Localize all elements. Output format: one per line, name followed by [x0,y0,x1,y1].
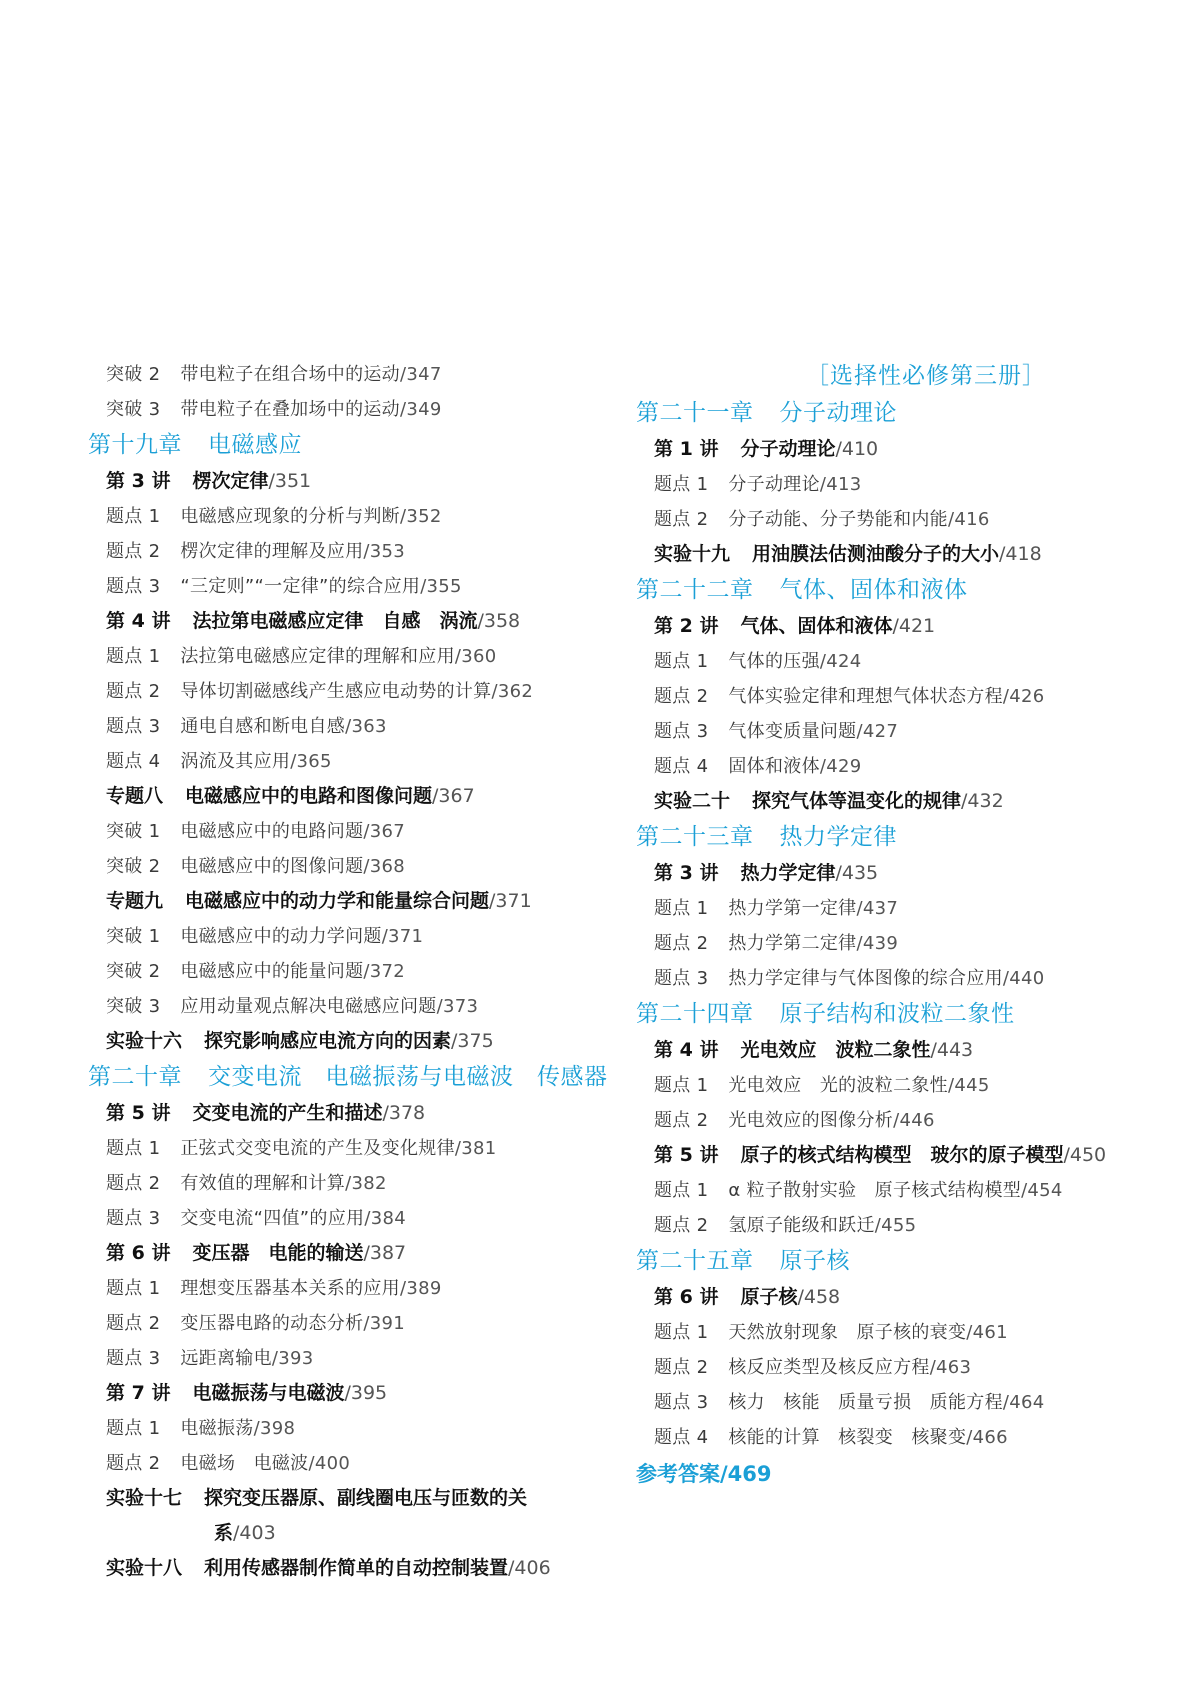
topic-entry[interactable] [88,1446,608,1481]
topic-title: 远距离输电 [180,1348,272,1369]
lesson-entry[interactable] [636,1280,1176,1315]
page-number: /403 [233,1522,276,1544]
topic-title: 正弦式交变电流的产生及变化规律 [180,1138,455,1159]
page-number: /435 [835,862,879,884]
page-number: /367 [363,821,405,842]
topic-label: 题点 1 [106,1278,161,1299]
topic-label: 题点 1 [654,1322,709,1343]
page-number: /437 [856,898,899,919]
topic-title: 分子动理论 [728,474,820,495]
topic-entry[interactable] [88,1411,608,1446]
topic-entry[interactable] [88,814,608,849]
chapter-title: 原子核 [779,1248,850,1274]
chapter-label: 第二十章 [88,1064,182,1090]
volume-heading: ［选择性必修第三册］ [806,363,1046,389]
topic-title: 热力学第一定律 [728,898,857,919]
topic-entry[interactable] [636,1068,1176,1103]
lesson-entry[interactable] [88,464,608,499]
lesson-entry[interactable] [88,779,608,814]
lesson-label: 实验十九 [654,543,731,565]
page-number: /429 [819,756,862,777]
lesson-label: 实验十六 [106,1030,183,1052]
topic-entry[interactable] [88,392,608,427]
topic-title: 光电效应 光的波粒二象性 [728,1075,948,1096]
page-number: /391 [363,1313,405,1334]
topic-entry[interactable] [636,1350,1176,1385]
topic-label: 突破 3 [106,399,161,420]
lesson-entry-continuation [88,1516,608,1551]
topic-entry[interactable] [88,954,608,989]
answer-key-link[interactable] [636,1455,1176,1493]
topic-title: 固体和液体 [728,756,820,777]
lesson-entry[interactable] [636,432,1176,467]
topic-title: 天然放射现象 原子核的衰变 [728,1322,967,1343]
lesson-entry[interactable] [88,1551,608,1586]
lesson-title: 原子的核式结构模型 玻尔的原子模型 [740,1144,1064,1166]
chapter-title: 交变电流 电磁振荡与电磁波 传感器 [208,1064,608,1090]
lesson-label: 第 6 讲 [106,1242,171,1264]
lesson-title: 楞次定律 [192,470,269,492]
lesson-title: 电磁感应中的动力学和能量综合问题 [185,890,490,912]
page-number: /384 [364,1208,406,1229]
page-number: /464 [1002,1392,1045,1413]
lesson-label: 实验十八 [106,1557,183,1579]
lesson-title: 法拉第电磁感应定律 自感 涡流 [192,610,478,632]
topic-title: 带电粒子在组合场中的运动 [180,364,400,385]
topic-entry[interactable] [88,499,608,534]
lesson-title: 用油膜法估测油酸分子的大小 [752,543,1000,565]
lesson-title: 利用传感器制作简单的自动控制装置 [204,1557,509,1579]
page-number: /362 [491,681,534,702]
topic-entry[interactable] [636,1173,1176,1208]
lesson-title: 交变电流的产生和描述 [192,1102,383,1124]
topic-title: 导体切割磁感线产生感应电动势的计算 [180,681,492,702]
answer-title: 参考答案 [636,1462,720,1486]
page-number: /395 [344,1382,388,1404]
lesson-label: 第 3 讲 [654,862,719,884]
topic-entry[interactable] [636,749,1176,784]
topic-title: 交变电流“四值”的应用 [180,1208,365,1229]
topic-entry[interactable] [88,1201,608,1236]
topic-entry[interactable] [636,891,1176,926]
page-number: /393 [271,1348,314,1369]
page-number: /450 [1063,1144,1107,1166]
topic-entry[interactable] [636,1208,1176,1243]
topic-entry[interactable] [636,1103,1176,1138]
topic-label: 题点 1 [106,646,161,667]
page-number: /466 [966,1427,1008,1448]
topic-title: 电磁感应中的动力学问题 [180,926,382,947]
page-number: /418 [999,543,1042,565]
page-number: /440 [1002,968,1045,989]
page-number: /469 [720,1462,772,1486]
topic-label: 题点 4 [654,1427,709,1448]
topic-entry[interactable] [636,961,1176,996]
chapter-heading[interactable] [88,427,608,464]
chapter-label: 第二十三章 [636,824,754,850]
topic-label: 题点 2 [106,1173,161,1194]
topic-title: 理想变压器基本关系的应用 [180,1278,400,1299]
topic-entry[interactable] [88,849,608,884]
topic-title: 楞次定律的理解及应用 [180,541,364,562]
lesson-label: 专题九 [106,890,164,912]
page-number: /432 [961,790,1004,812]
topic-label: 突破 3 [106,996,161,1017]
lesson-entry[interactable] [88,1096,608,1131]
page-number: /371 [381,926,424,947]
topic-label: 题点 3 [654,968,709,989]
topic-title: 电磁感应现象的分析与判断 [180,506,400,527]
topic-title: 气体的压强 [728,651,820,672]
lesson-label: 第 5 讲 [106,1102,171,1124]
chapter-heading[interactable] [636,395,1176,432]
topic-entry[interactable] [636,1315,1176,1350]
chapter-label: 第二十四章 [636,1001,754,1027]
lesson-label: 实验十七 [106,1487,183,1509]
page-number: /375 [451,1030,494,1052]
topic-entry[interactable] [88,744,608,779]
page-number: /445 [947,1075,990,1096]
topic-title: 核能的计算 核裂变 核聚变 [728,1427,967,1448]
toc-left-column [88,357,608,1586]
topic-label: 题点 3 [106,716,161,737]
lesson-label: 第 4 讲 [106,610,171,632]
topic-title: 气体实验定律和理想气体状态方程 [728,686,1003,707]
topic-entry[interactable] [636,714,1176,749]
chapter-label: 第十九章 [88,432,182,458]
page-number: /458 [797,1286,841,1308]
chapter-heading[interactable] [636,572,1176,609]
page-number: /371 [489,890,532,912]
lesson-entry[interactable] [88,884,608,919]
page-number: /443 [930,1039,974,1061]
topic-entry[interactable] [88,919,608,954]
page-number: /373 [436,996,479,1017]
topic-title: 电磁场 电磁波 [180,1453,309,1474]
page-number: /461 [966,1322,1008,1343]
lesson-label: 第 7 讲 [106,1382,171,1404]
lesson-label: 第 6 讲 [654,1286,719,1308]
topic-title: 带电粒子在叠加场中的运动 [180,399,400,420]
topic-label: 题点 1 [654,651,709,672]
page-number: /353 [363,541,405,562]
lesson-title: 探究变压器原、副线圈电压与匝数的关 [204,1487,528,1509]
lesson-label: 第 1 讲 [654,438,719,460]
page-number: /382 [345,1173,387,1194]
lesson-entry[interactable] [88,604,608,639]
topic-entry[interactable] [88,357,608,392]
page-number: /378 [382,1102,426,1124]
topic-label: 题点 1 [106,1138,161,1159]
lesson-label: 专题八 [106,785,164,807]
chapter-title: 分子动理论 [779,400,897,426]
page-number: /389 [399,1278,442,1299]
chapter-label: 第二十二章 [636,577,754,603]
topic-label: 题点 1 [106,1418,161,1439]
topic-title: 氢原子能级和跃迁 [728,1215,875,1236]
topic-entry[interactable] [88,989,608,1024]
lesson-label: 第 4 讲 [654,1039,719,1061]
topic-label: 题点 3 [654,721,709,742]
lesson-entry[interactable] [636,609,1176,644]
topic-title: 电磁感应中的图像问题 [180,856,364,877]
topic-label: 题点 2 [654,933,709,954]
lesson-label: 第 5 讲 [654,1144,719,1166]
lesson-title: 电磁振荡与电磁波 [192,1382,345,1404]
topic-label: 题点 1 [654,1180,709,1201]
page-number: /368 [363,856,405,877]
lesson-title-continued: 系 [214,1522,234,1544]
topic-title: α 粒子散射实验 原子核式结构模型 [728,1180,1022,1201]
chapter-title: 原子结构和波粒二象性 [779,1001,1015,1027]
lesson-label: 第 2 讲 [654,615,719,637]
topic-label: 突破 2 [106,364,161,385]
page-number: /426 [1002,686,1045,707]
topic-label: 题点 1 [654,1075,709,1096]
topic-title: 涡流及其应用 [180,751,291,772]
lesson-title: 光电效应 波粒二象性 [740,1039,931,1061]
page-number: /413 [819,474,862,495]
page-number: /427 [856,721,899,742]
topic-label: 题点 2 [106,1313,161,1334]
lesson-entry[interactable] [88,1236,608,1271]
topic-title: 热力学定律与气体图像的综合应用 [728,968,1003,989]
topic-title: 光电效应的图像分析 [728,1110,894,1131]
page-number: /400 [308,1453,351,1474]
topic-entry[interactable] [636,644,1176,679]
topic-entry[interactable] [88,639,608,674]
chapter-heading[interactable] [636,1243,1176,1280]
page-number: /463 [929,1357,972,1378]
topic-label: 题点 2 [654,1110,709,1131]
topic-entry[interactable] [636,1385,1176,1420]
topic-label: 题点 2 [106,541,161,562]
page-number: /387 [363,1242,407,1264]
chapter-title: 电磁感应 [208,432,302,458]
topic-label: 题点 2 [106,681,161,702]
topic-label: 题点 4 [106,751,161,772]
topic-entry[interactable] [88,674,608,709]
topic-label: 题点 3 [654,1392,709,1413]
lesson-entry[interactable] [636,1138,1176,1173]
topic-label: 突破 1 [106,926,161,947]
topic-entry[interactable] [88,709,608,744]
page-number: /347 [399,364,442,385]
toc-right-column [636,357,1176,1493]
topic-label: 题点 1 [654,898,709,919]
page-number: /381 [454,1138,497,1159]
topic-entry[interactable] [636,926,1176,961]
topic-label: 题点 4 [654,756,709,777]
page-number: /360 [454,646,497,667]
topic-entry[interactable] [88,569,608,604]
page-number: /454 [1021,1180,1063,1201]
topic-title: 应用动量观点解决电磁感应问题 [180,996,437,1017]
page-number: /358 [477,610,521,632]
chapter-title: 热力学定律 [779,824,897,850]
page-number: /363 [345,716,387,737]
topic-title: 电磁感应中的电路问题 [180,821,364,842]
page-number: /424 [819,651,862,672]
topic-label: 突破 1 [106,821,161,842]
lesson-entry[interactable] [636,1033,1176,1068]
lesson-entry[interactable] [88,1481,608,1516]
lesson-label: 第 3 讲 [106,470,171,492]
lesson-label: 实验二十 [654,790,731,812]
lesson-entry[interactable] [636,784,1176,819]
lesson-title: 变压器 电能的输送 [192,1242,364,1264]
topic-title: 气体变质量问题 [728,721,857,742]
topic-entry[interactable] [88,534,608,569]
lesson-entry[interactable] [636,856,1176,891]
topic-label: 突破 2 [106,856,161,877]
page-number: /416 [947,509,990,530]
lesson-title: 探究影响感应电流方向的因素 [204,1030,452,1052]
topic-title: 电磁感应中的能量问题 [180,961,364,982]
topic-entry[interactable] [88,1341,608,1376]
topic-label: 题点 2 [106,1453,161,1474]
topic-label: 题点 3 [106,1348,161,1369]
lesson-title: 探究气体等温变化的规律 [752,790,962,812]
topic-title: 电磁振荡 [180,1418,254,1439]
lesson-entry[interactable] [88,1376,608,1411]
topic-entry[interactable] [636,467,1176,502]
topic-title: 热力学第二定律 [728,933,857,954]
page-number: /351 [268,470,312,492]
topic-title: 核力 核能 质量亏损 质能方程 [728,1392,1003,1413]
topic-entry[interactable] [88,1166,608,1201]
page-number: /455 [874,1215,917,1236]
page-number: /439 [856,933,899,954]
chapter-heading[interactable] [636,819,1176,856]
topic-label: 题点 1 [654,474,709,495]
page-number: /398 [253,1418,296,1439]
chapter-label: 第二十一章 [636,400,754,426]
topic-entry[interactable] [636,1420,1176,1455]
page-number: /446 [893,1110,935,1131]
page-number: /367 [432,785,475,807]
lesson-title: 分子动理论 [740,438,836,460]
topic-label: 题点 3 [106,1208,161,1229]
page-number: /365 [290,751,332,772]
topic-title: 有效值的理解和计算 [180,1173,346,1194]
lesson-title: 原子核 [740,1286,798,1308]
topic-title: 分子动能、分子势能和内能 [728,509,948,530]
topic-title: 变压器电路的动态分析 [180,1313,364,1334]
topic-entry[interactable] [88,1131,608,1166]
topic-title: 法拉第电磁感应定律的理解和应用 [180,646,455,667]
lesson-entry[interactable] [636,537,1176,572]
chapter-label: 第二十五章 [636,1248,754,1274]
topic-title: “三定则”“一定律”的综合应用 [180,576,421,597]
page-number: /406 [508,1557,551,1579]
topic-label: 突破 2 [106,961,161,982]
topic-label: 题点 3 [106,576,161,597]
page-number: /352 [399,506,442,527]
topic-label: 题点 2 [654,1357,709,1378]
lesson-title: 电磁感应中的电路和图像问题 [185,785,433,807]
topic-label: 题点 2 [654,1215,709,1236]
topic-entry[interactable] [88,1306,608,1341]
page-number: /349 [399,399,442,420]
topic-title: 核反应类型及核反应方程 [728,1357,930,1378]
topic-title: 通电自感和断电自感 [180,716,346,737]
page-number: /355 [420,576,462,597]
page-number: /421 [892,615,936,637]
topic-label: 题点 1 [106,506,161,527]
lesson-title: 气体、固体和液体 [740,615,893,637]
page-number: /372 [363,961,405,982]
topic-label: 题点 2 [654,686,709,707]
chapter-heading[interactable] [636,996,1176,1033]
topic-entry[interactable] [636,679,1176,714]
lesson-entry[interactable] [88,1024,608,1059]
page-number: /410 [835,438,879,460]
lesson-title: 热力学定律 [740,862,836,884]
topic-entry[interactable] [636,502,1176,537]
topic-label: 题点 2 [654,509,709,530]
chapter-title: 气体、固体和液体 [779,577,968,603]
chapter-heading[interactable] [88,1059,608,1096]
topic-entry[interactable] [88,1271,608,1306]
